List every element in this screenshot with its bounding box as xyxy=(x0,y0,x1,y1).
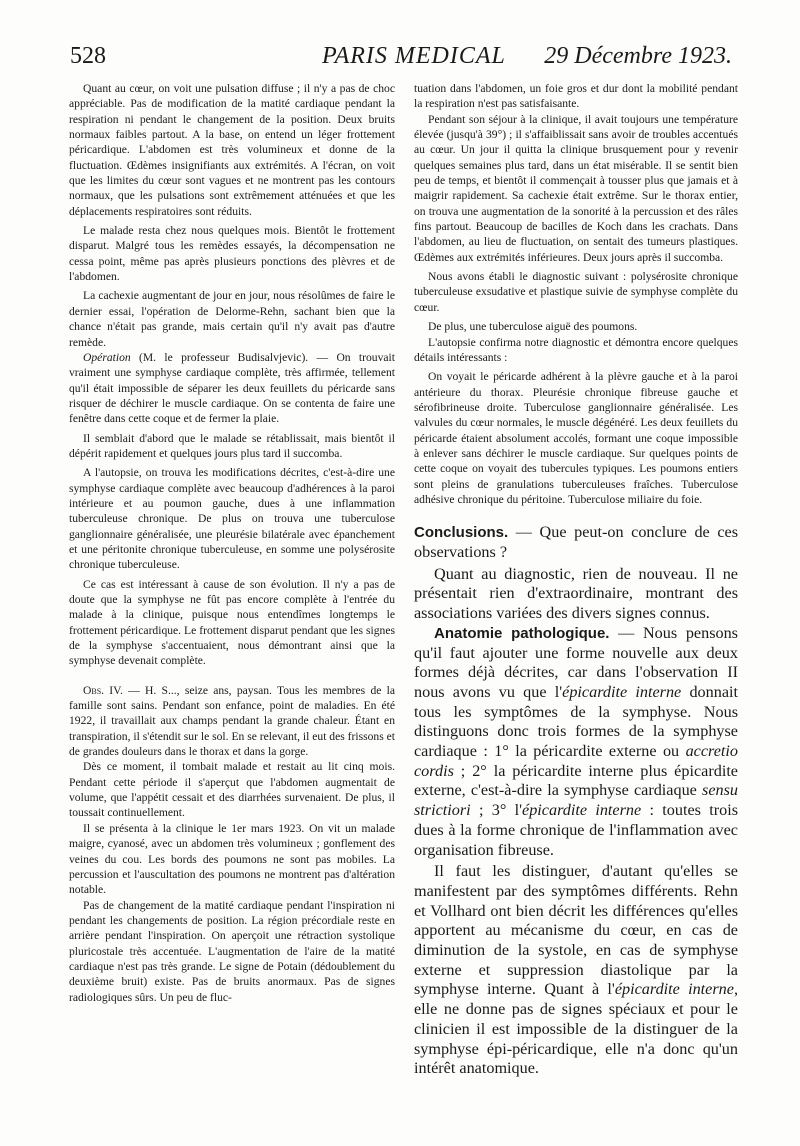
issue-date: 29 Décembre 1923. xyxy=(544,43,732,69)
conclusions-heading: Conclusions. xyxy=(414,524,509,542)
paragraph-text: ; 2° la péricardite interne plus épicardite externe, c'est-à-dire la symphyse cardiaque xyxy=(414,761,738,800)
operation-label: Opération xyxy=(83,350,131,364)
paragraph-text: — H. S..., seize ans, paysan. Tous les membres de la famille sont sains. Pendant son enfance, point de maladies. En été 1922, il travaillait aux champs pendant la grande chaleur. Étant en transpiration, il s'étendit sur le sol. En se relevant, il eut des frissons et de grandes douleurs dans le thorax et dans la gorge. xyxy=(69,683,396,759)
left-column xyxy=(69,81,395,1005)
paragraph: A l'autopsie, on trouva les modifications décrites, c'est-à-dire une symphyse cardiaque complète avec beaucoup d'adhérences à la paroi intérieure et au poumon gauche, dues à une inflammation tuberculeuse chronique. De plus on trouva une tuberculose ganglionnaire généralisée, une pleurésie bilatérale avec épanchement et une péritonite chronique tuberculeuse, en somme une polysérosite chronique tuberculeuse. xyxy=(69,466,395,572)
paragraph: Pendant son séjour à la clinique, il avait toujours une température élevée (jusqu'à 39°) ; il s'affaiblissait sans avoir de troubles accentués au cœur. Un jour il quitta la clinique brusquement pour y revenir quelques semaines plus tard, dans un état misérable. Il se sentit bien peu de temps, et bientôt il commençait à tousser plus que jamais et à maigrir rapidement. Sa cachexie était extrême. Sur le thorax entier, on trouva une augmentation de la sonorité à la percussion et des râles fins partout. Beaucoup de bacilles de Koch dans les crachats. Dans l'abdomen, au lieu de fluctuation, on sentait des tumeurs plastiques. Œdèmes aux extrémités inférieures. Deux jours après il succomba. xyxy=(414,112,738,264)
paragraph-text: — Que peut-on conclure de ces observations ? xyxy=(414,523,738,561)
conclusions-paragraph xyxy=(414,523,738,562)
italic-term: épicardite interne xyxy=(614,980,734,999)
right-column xyxy=(414,81,738,1079)
paragraph: Pas de changement de la matité cardiaque pendant l'inspiration ni pendant les changements de position. La région précordiale reste en arrière pendant l'inspiration. On aperçoit une rétraction systolique pluricostale très accentuée. L'augmentation de l'aire de la matité cardiaque n'est pas très grande. Le signe de Potain (dédoublement du deuxième bruit) existe. Pas de bruits anormaux. Pas de signes radiologiques sûrs. Un peu de fluc- xyxy=(69,898,395,1004)
paragraph-text: Il faut les distinguer, d'autant qu'elles se manifestent par des symptômes différents. Rehn et Vollhard ont bien décrit les différences qu'elles apportent au mécanisme du cœur, en cas de diminution de la systole, en cas de symphyse externe et suppression diastolique par la symphyse interne. Quant à l' xyxy=(414,862,738,999)
paragraph-text: donnait tous les symptômes de la symphyse. Nous distinguons donc trois formes de la symphyse cardiaque : 1° la péricardite externe ou xyxy=(414,682,738,761)
paragraph: La cachexie augmentant de jour en jour, nous résolûmes de faire le dernier essai, l'opération de Delorme-Rehn, sachant bien que la chance n'était pas grande, mais certain qu'il n'y avait pas d'autre remède. xyxy=(69,289,395,349)
paragraph-text: ; 3° l' xyxy=(470,801,523,820)
paragraph-text: — Nous pensons qu'il faut ajouter une forme nouvelle aux deux formes déjà décrites, car dans l'observation II nous avons vu que l' xyxy=(414,623,738,701)
anatomie-heading: Anatomie pathologique. xyxy=(434,624,610,642)
paragraph: Ce cas est intéressant à cause de son évolution. Il n'y a pas de doute que la symphyse ne fût pas encore complète à l'entrée du malade à la clinique, puisque nous entendîmes longtemps le frottement péricardique. Le frottement disparut pendant que les signes de la symphyse s'accentuaient, nous démontrant ainsi que la symphyse devenait complète. xyxy=(69,577,395,668)
journal-title: PARIS MEDICAL xyxy=(322,43,506,69)
paragraph-text: : toutes trois dues à la forme chronique de l'inflammation avec organisation fibreuse. xyxy=(414,801,738,859)
paragraph: Il semblait d'abord que le malade se rétablissait, mais bientôt il dépérit rapidement et quelques jours plus tard il succomba. xyxy=(69,431,395,460)
italic-term: épicardite interne xyxy=(522,801,642,820)
paragraph: Il se présenta à la clinique le 1er mars 1923. On vit un malade maigre, cyanosé, avec un abdomen très volumineux ; gonflement des veines du cou. Les bords des poumons ne sont pas mobiles. La percussion et l'auscultation des poumons ne montrent pas d'altération notable. xyxy=(69,821,395,897)
paragraph xyxy=(414,862,738,1079)
paragraph-text: (M. le professeur Budisalvjevic). — On trouvait vraiment une symphyse cardiaque complète, très affirmée, tellement qu'il était impossible de séparer les deux feuillets du péricarde sans risquer de déchirer le muscle cardiaque. On se contenta de faire une fenêtre dans cette coque et de fermer la plaie. xyxy=(69,350,395,426)
paragraph: Le malade resta chez nous quelques mois. Bientôt le frottement disparut. Malgré tous les remèdes essayés, la décompensation ne cessa point, même pas après plusieurs ponctions des plèvres et de l'abdomen. xyxy=(69,224,395,284)
paragraph: tuation dans l'abdomen, un foie gros et dur dont la mobilité pendant la respiration n'est pas satisfaisante. xyxy=(414,82,738,111)
operation-paragraph xyxy=(69,350,395,427)
paragraph: Dès ce moment, il tombait malade et restait au lit cinq mois. Pendant cette période il s'aperçut que l'abdomen augmentait de volume, que l'appétit cessait et des diarrhées survenaient. De plus, il toussait continuellement. xyxy=(69,760,395,820)
paragraph: De plus, une tuberculose aiguë des poumons. xyxy=(428,320,638,334)
page-number: 528 xyxy=(70,43,106,69)
italic-term: épicardite interne xyxy=(562,682,682,701)
observation-label: Obs. IV. xyxy=(83,683,123,697)
italic-term: accretio cordis xyxy=(414,742,738,780)
paragraph: Nous avons établi le diagnostic suivant : polysérosite chronique tuberculeuse exsudative et plastique suivie de symphyse complète du cœur. xyxy=(414,270,738,314)
paragraph: Quant au diagnostic, rien de nouveau. Il ne présentait rien d'extraordinaire, montrant des associations variées des divers signes connus. xyxy=(414,564,738,623)
paragraph: Quant au cœur, on voit une pulsation diffuse ; il n'y a pas de choc appréciable. Pas de modification de la matité cardiaque pendant la respiration ni pendant le changement de la position. Deux bruits normaux faibles partout. A la base, on entend un léger frottement péricardique. L'abdomen est très volumineux et donne de la fluctuation. Œdèmes insignifiants aux extrémités. A l'écran, on voit que les limites du cœur sont vagues et ne montrent pas les contours normaux, que les pulsations sont extrêmement atténuées et que les déplacements respiratoires sont réduits. xyxy=(69,82,395,218)
italic-term: sensu strictiori xyxy=(414,781,738,820)
paragraph: On voyait le péricarde adhérent à la plèvre gauche et à la paroi antérieure du thorax. Pleurésie chronique fibreuse gauche et sérofibrineuse droite. Tuberculose ganglionnaire généralisée. Les valvules du cœur normales, le muscle dégénéré. Les deux feuillets du péricarde étaient absolument accolés, formant une coque impossible à enlever sans déchirer le muscle cardiaque. Sur quelques points de cette coque on voyait des tubercules typiques. Les poumons entiers sont pleins de granulations tuberculeuses fraîches. Tuberculose adhésive chronique du péritoine. Tuberculose miliaire du foie. xyxy=(414,370,738,506)
observation-paragraph xyxy=(69,683,395,760)
paragraph-text: , elle ne donne pas de signes spéciaux et pour le clinicien il est impossible de la distinguer de la symphyse épi-péricardique, elle n'a donc qu'un intérêt anatomique. xyxy=(414,980,738,1078)
paragraph: L'autopsie confirma notre diagnostic et démontra encore quelques détails intéressants : xyxy=(414,335,738,364)
anatomie-paragraph xyxy=(414,624,738,860)
